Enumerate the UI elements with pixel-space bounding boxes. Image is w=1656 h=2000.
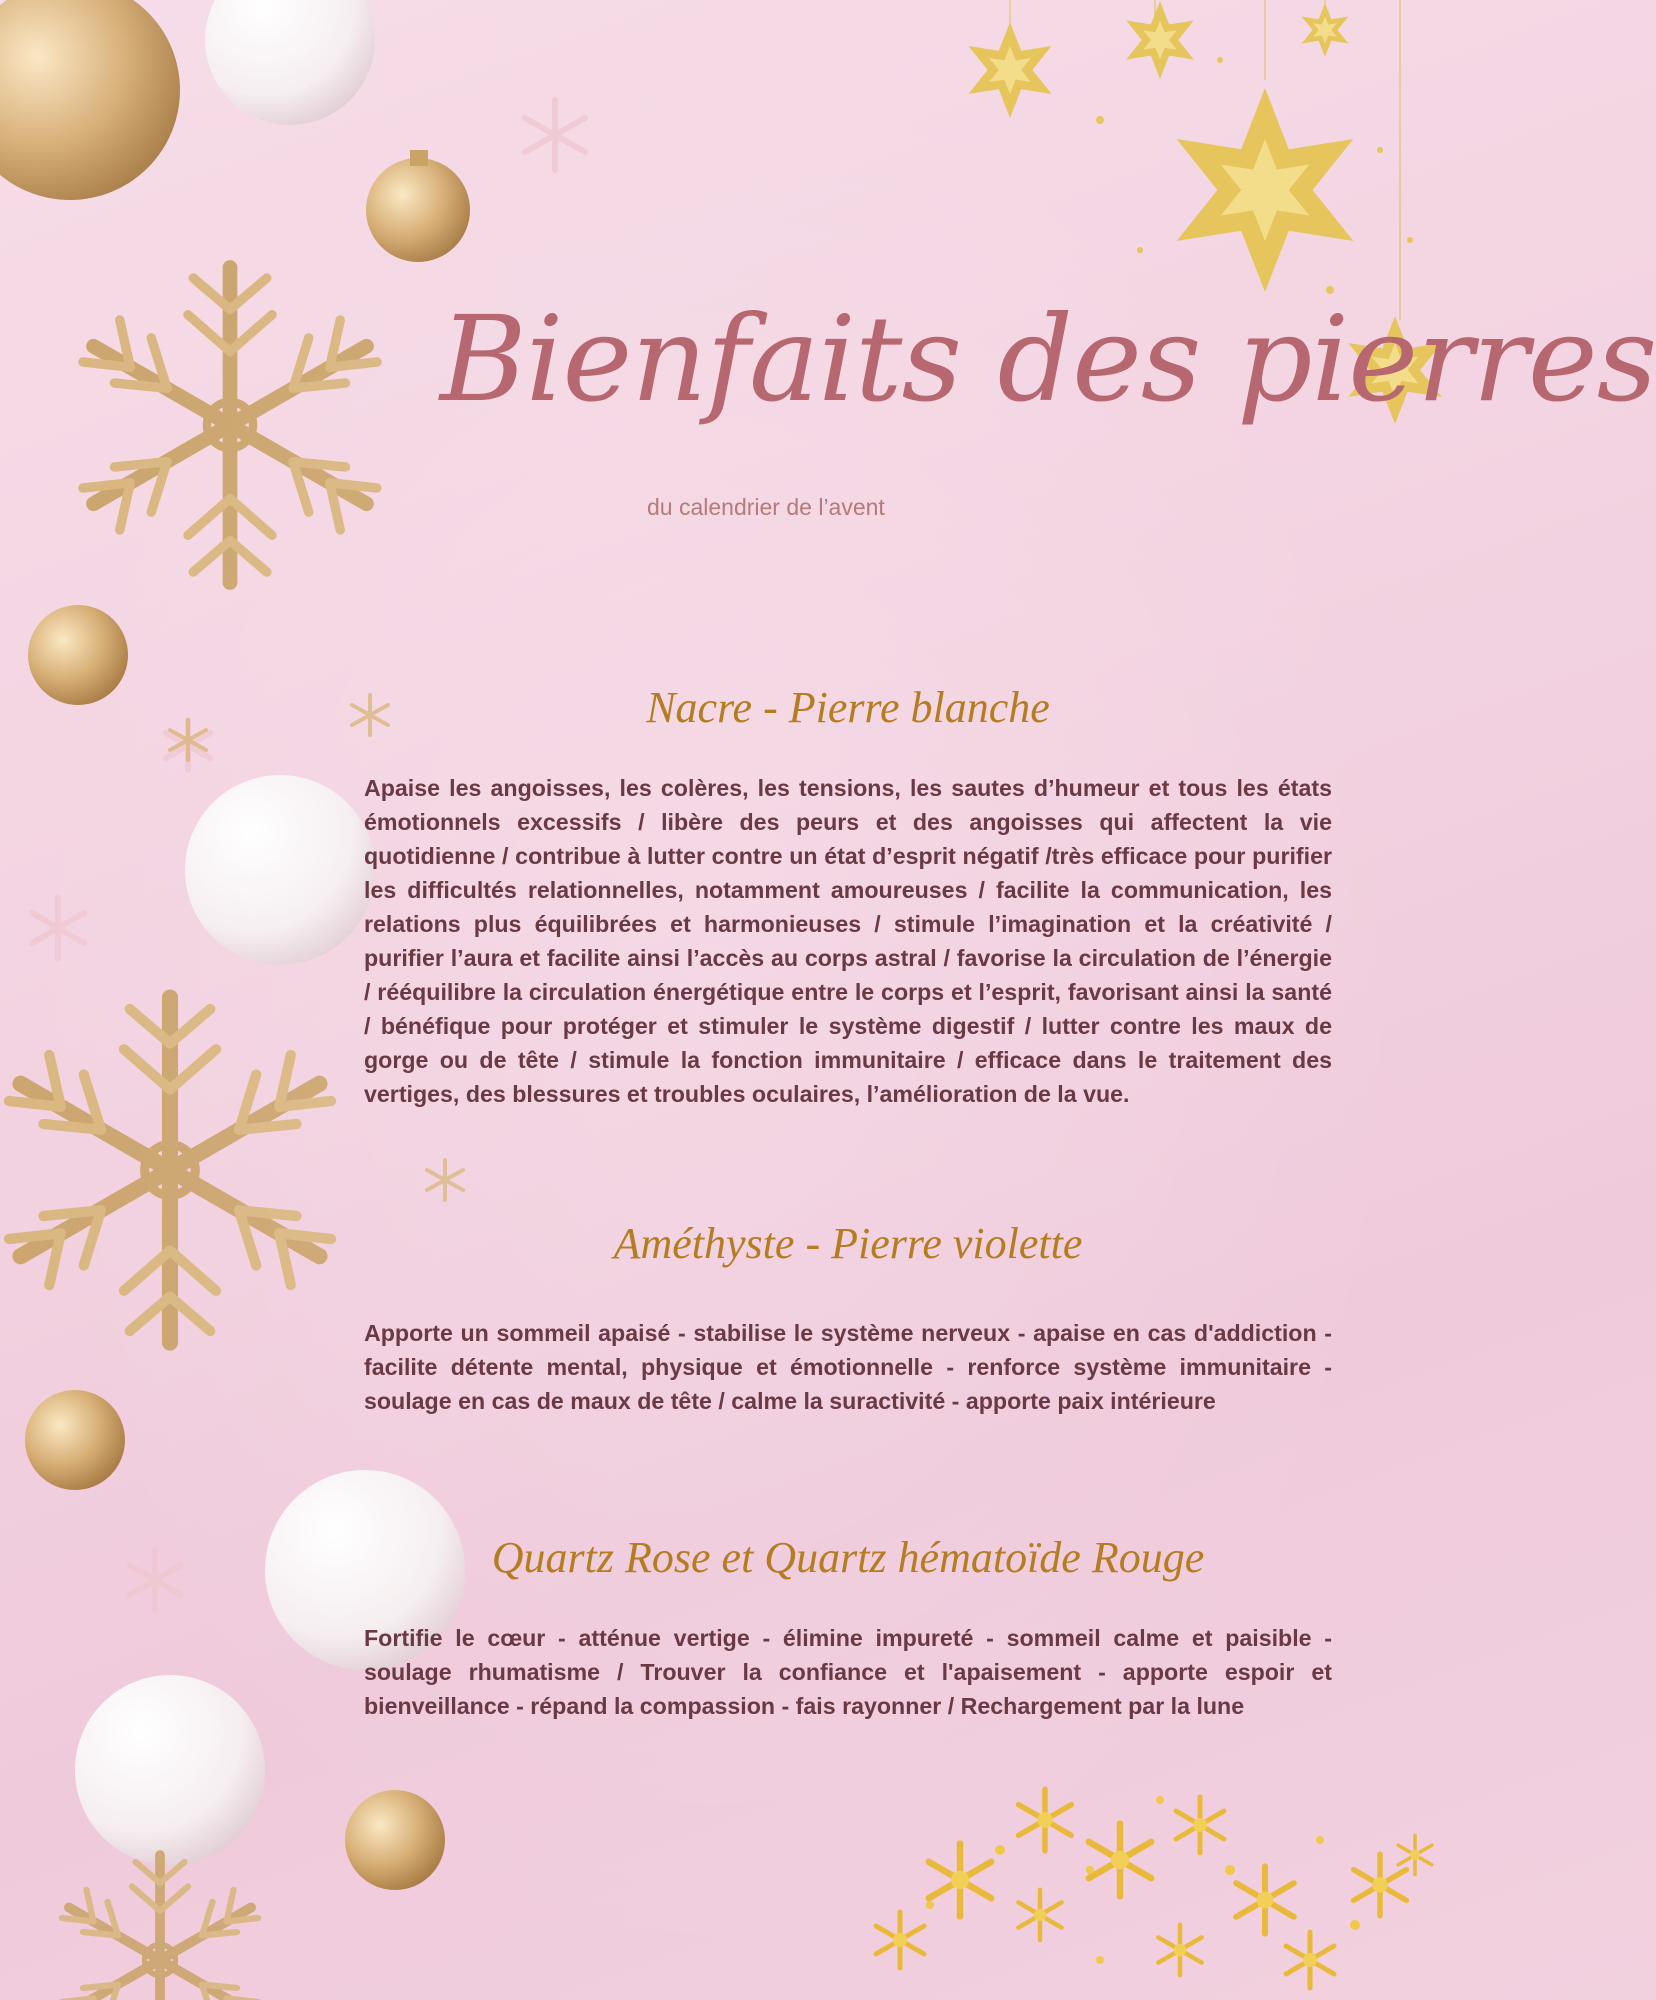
section-title-nacre: Nacre - Pierre blanche bbox=[646, 683, 1050, 732]
section-title-amethyste: Améthyste - Pierre violette bbox=[613, 1219, 1083, 1268]
section-title-quartz: Quartz Rose et Quartz hématoïde Rouge bbox=[491, 1533, 1205, 1582]
section-body-quartz: Fortifie le cœur - atténue vertige - élimine impureté - sommeil calme et paisible - soulage rhumatisme / Trouver la confiance et l'apaisement - apporte espoir et bienveillance - répand la compassion - fais rayonner / Rechargement par la lune bbox=[364, 1625, 1332, 1719]
page-title: Bienfaits des pierres bbox=[440, 290, 1656, 428]
section-body-nacre: Apaise les angoisses, les colères, les tensions, les sautes d’humeur et tous les états émotionnels excessifs / libère des peurs et des angoisses qui affectent la vie quotidienne / contribue à lutter contre un état d’esprit négatif /très efficace pour purifier les difficultés relationnelles, notamment amoureuses / facilite la communication, les relations plus équilibrées et harmonieuses / stimule l’imagination et la créativité / purifier l’aura et facilite ainsi l’accès au corps astral / favorise la circulation de l’énergie / rééquilibre la circulation énergétique entre le corps et l’esprit, favorisant ainsi la santé / bénéfique pour protéger et stimuler le système digestif / lutter contre les maux de gorge ou de tête / stimule la fonction immunitaire / efficace dans le traitement des vertiges, des blessures et troubles oculaires, l’amélioration de la vue. bbox=[364, 775, 1332, 1107]
page-subtitle: du calendrier de l’avent bbox=[647, 494, 885, 520]
section-body-amethyste: Apporte un sommeil apaisé - stabilise le système nerveux - apaise en cas d'addiction - facilite détente mental, physique et émotionnelle - renforce système immunitaire - soulage en cas de maux de tête / calme la suractivité - apporte paix intérieure bbox=[364, 1320, 1332, 1414]
